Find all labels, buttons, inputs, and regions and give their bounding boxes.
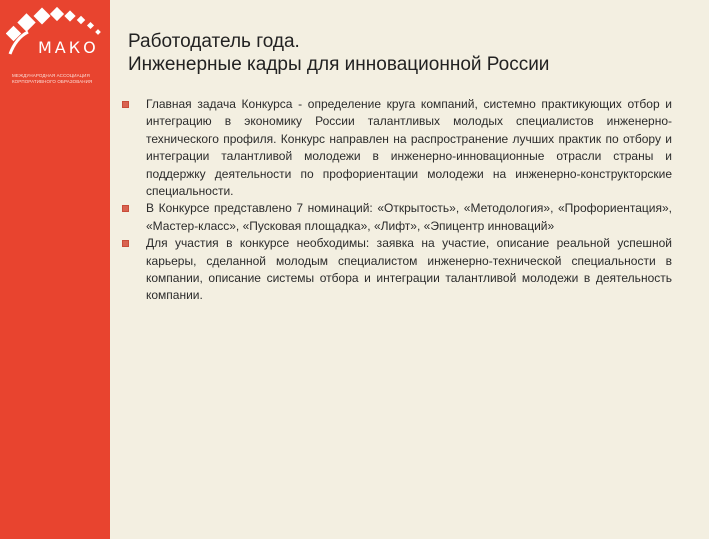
bullet-text: Для участия в конкурсе необходимы: заявка на участие, описание реальной успешной карьеры, сделанной молодым специалистом инженерно-технической специальности в компании, описание системы отбора и интеграции талантливой молодежи в деятельность компании. — [146, 236, 672, 303]
list-item — [122, 200, 672, 235]
bullet-text: Главная задача Конкурса - определение круга компаний, системно практикующих отбор и интеграцию в экономику России талантливых молодых специалистов инженерно-технического профиля. Конкурс направлен на распространение лучших практик по отбору и интеграции талантливой молодежи в инженерно-инновационные отрасли страны и поддержку деятельности по профориентации молодежи на инженерно-конструкторские специальности. — [146, 97, 672, 199]
organization-subtitle: МЕЖДУНАРОДНАЯ АССОЦИАЦИЯ КОРПОРАТИВНОГО ОБРАЗОВАНИЯ — [12, 73, 93, 84]
bullet-text: В Конкурсе представлено 7 номинаций: «Открытость», «Методология», «Профориентация», «Мастер-класс», «Пусковая площадка», «Лифт», «Эпицентр инноваций» — [146, 201, 672, 233]
logo-text: МАКО — [38, 38, 99, 57]
bullet-list — [122, 96, 672, 305]
list-item — [122, 235, 672, 305]
brand-sidebar — [0, 0, 110, 539]
square-bullet-icon — [122, 205, 129, 212]
title-line-2: Инженерные кадры для инновационной России — [128, 54, 550, 75]
title-line-1: Работодатель года. — [128, 31, 300, 52]
list-item — [122, 96, 672, 200]
slide-title — [128, 30, 688, 76]
square-bullet-icon — [122, 101, 129, 108]
square-bullet-icon — [122, 240, 129, 247]
